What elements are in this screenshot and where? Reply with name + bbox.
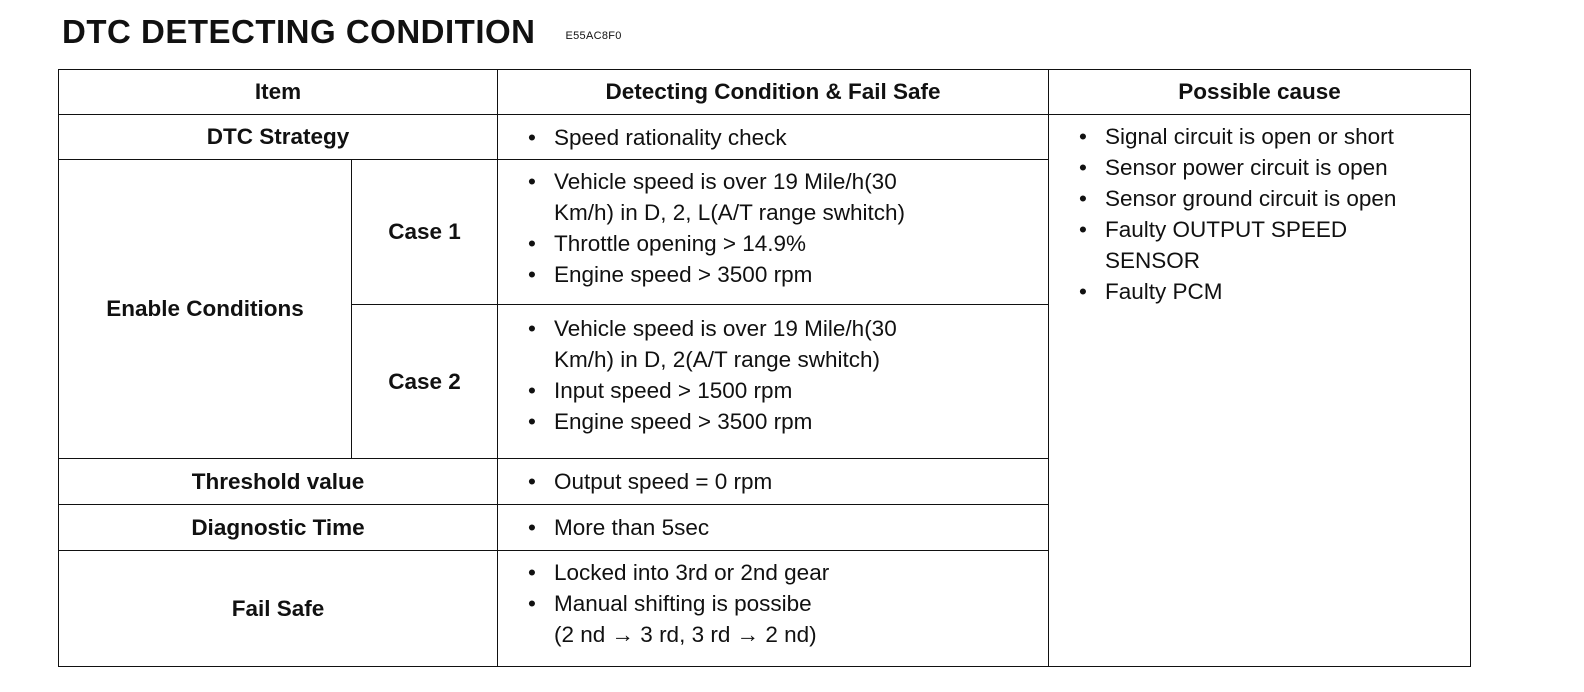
list-item: • Output speed = 0 rpm	[528, 466, 1038, 497]
diagnostic-condition	[498, 505, 1049, 551]
list-item: • Manual shifting is possibe	[528, 588, 1038, 619]
header-cause: Possible cause	[1049, 70, 1471, 115]
list-item-continuation: Km/h) in D, 2, L(A/T range swhitch)	[554, 200, 905, 225]
possible-cause-cell	[1049, 115, 1471, 667]
list-item: • Speed rationality check	[528, 122, 1038, 153]
row-label-threshold: Threshold value	[59, 459, 498, 505]
cause-item: • Signal circuit is open or short	[1079, 121, 1462, 152]
row-label-failsafe: Fail Safe	[59, 551, 498, 667]
cause-item: • Sensor power circuit is open	[1079, 152, 1462, 183]
list-item: • Throttle opening > 14.9%	[528, 228, 1038, 259]
cause-item-continuation: SENSOR	[1105, 248, 1201, 273]
cause-item: • Sensor ground circuit is open	[1079, 183, 1462, 214]
page-title: DTC DETECTING CONDITION	[62, 13, 536, 50]
header-item: Item	[59, 70, 498, 115]
dtc-table	[58, 69, 1471, 667]
list-item: • Engine speed > 3500 rpm	[528, 406, 1038, 437]
case2-condition	[498, 305, 1049, 459]
cause-item: • Faulty PCM	[1079, 276, 1462, 307]
list-item-continuation: Km/h) in D, 2(A/T range swhitch)	[554, 347, 880, 372]
document-code: E55AC8F0	[565, 30, 622, 42]
list-item: • Engine speed > 3500 rpm	[528, 259, 1038, 290]
row-label-diagnostic: Diagnostic Time	[59, 505, 498, 551]
list-item: • More than 5sec	[528, 512, 1038, 543]
header-condition: Detecting Condition & Fail Safe	[498, 70, 1049, 115]
list-item: • Vehicle speed is over 19 Mile/h(30	[528, 166, 1038, 197]
case1-condition	[498, 160, 1049, 305]
strategy-condition	[498, 115, 1049, 160]
list-item: • Vehicle speed is over 19 Mile/h(30	[528, 313, 1038, 344]
threshold-condition	[498, 459, 1049, 505]
table-header-row	[59, 70, 1471, 115]
row-label-strategy: DTC Strategy	[59, 115, 498, 160]
case1-label: Case 1	[352, 160, 498, 305]
list-item: • Locked into 3rd or 2nd gear	[528, 557, 1038, 588]
page-header	[62, 6, 622, 50]
list-item: • Input speed > 1500 rpm	[528, 375, 1038, 406]
cause-item: • Faulty OUTPUT SPEED	[1079, 214, 1462, 245]
row-label-enable: Enable Conditions	[59, 160, 352, 459]
failsafe-condition	[498, 551, 1049, 667]
list-item-continuation: (2 nd → 3 rd, 3 rd → 2 nd)	[554, 622, 817, 647]
table-row	[59, 115, 1471, 160]
case2-label: Case 2	[352, 305, 498, 459]
